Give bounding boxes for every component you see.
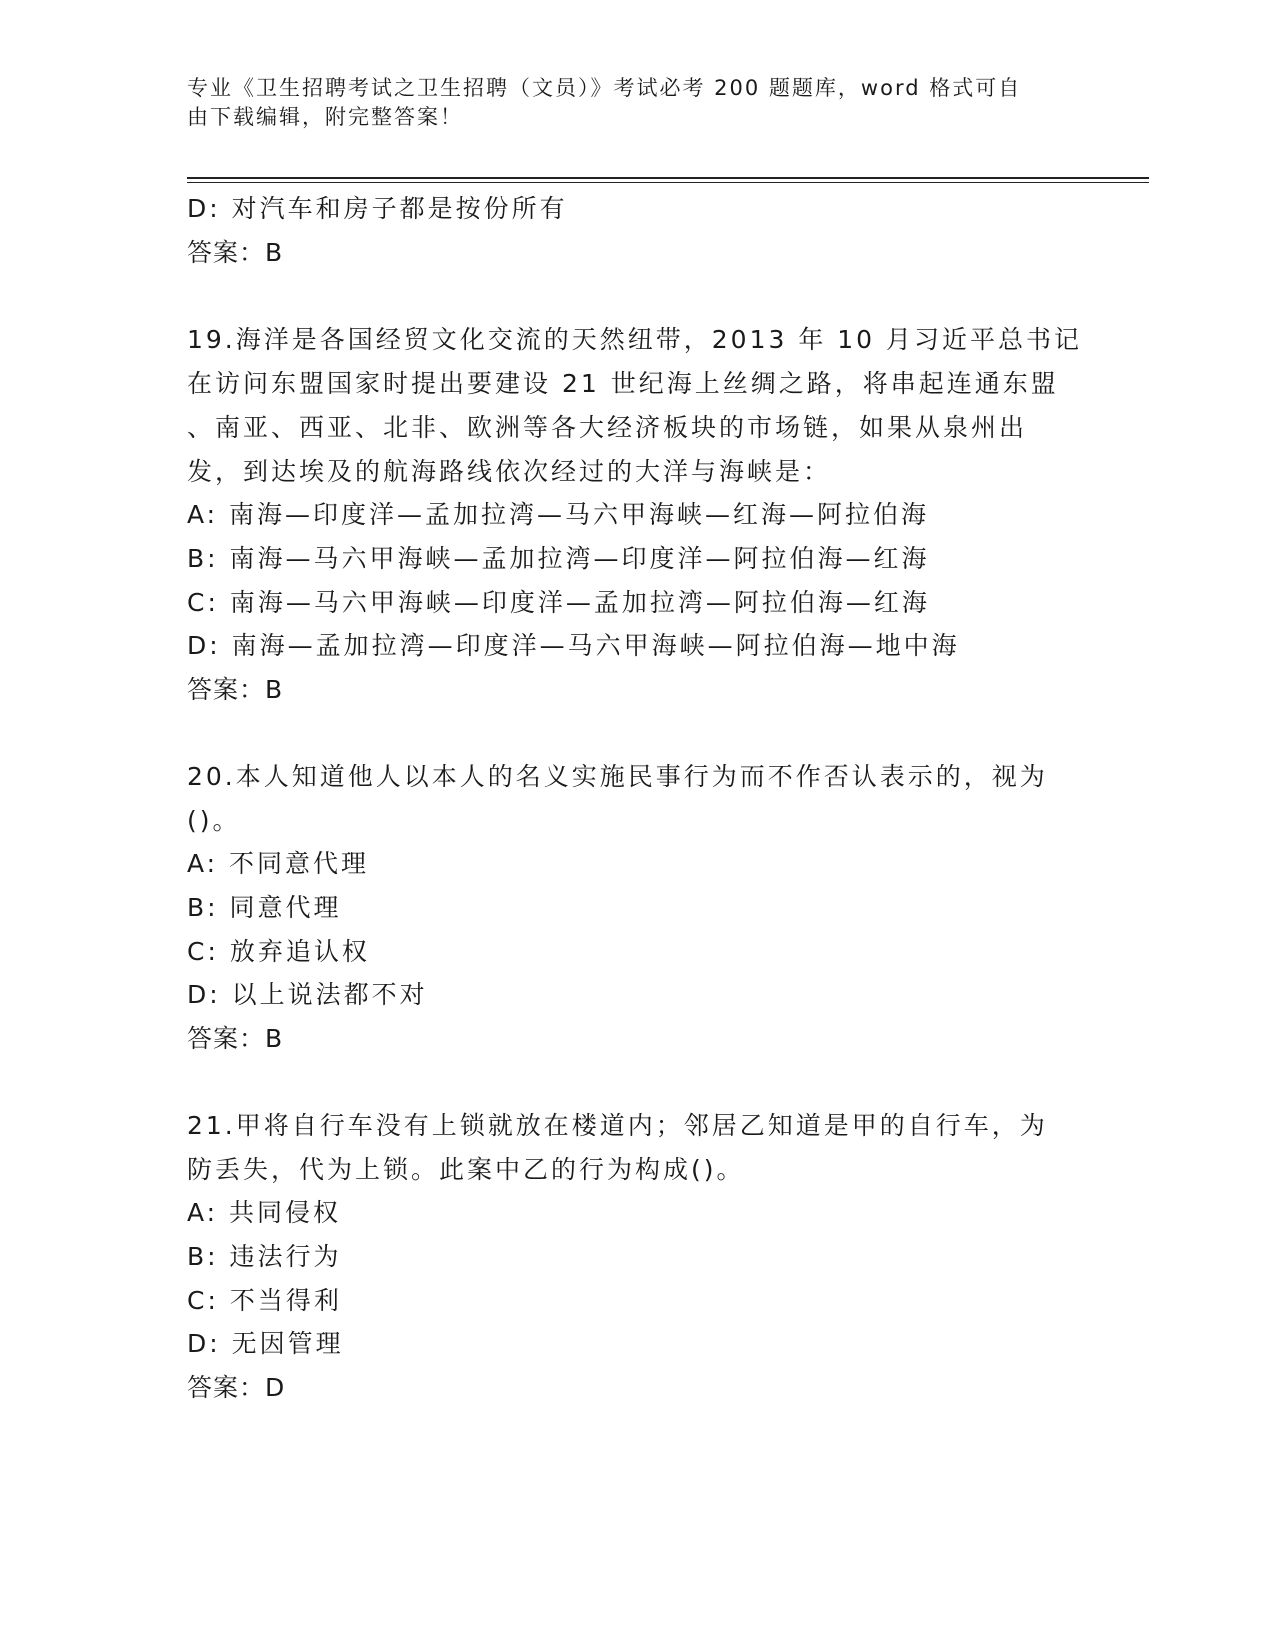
option-b-q19: B: 南海—马六甲海峡—孟加拉湾—印度洋—阿拉伯海—红海 bbox=[187, 544, 930, 573]
option-a-q20: A: 不同意代理 bbox=[187, 849, 370, 878]
header-line-1: 专业《卫生招聘考试之卫生招聘（文员）》考试必考 200 题题库，word 格式可自 bbox=[187, 76, 1022, 100]
option-c-q21: C: 不当得利 bbox=[187, 1286, 342, 1315]
option-c-q19: C: 南海—马六甲海峡—印度洋—孟加拉湾—阿拉伯海—红海 bbox=[187, 588, 930, 617]
option-b-q20: B: 同意代理 bbox=[187, 893, 342, 922]
question-19-line-2: 在访问东盟国家时提出要建设 21 世纪海上丝绸之路，将串起连通东盟 bbox=[187, 369, 1059, 398]
answer-q19: 答案：B bbox=[187, 675, 284, 704]
option-d-q18: D: 对汽车和房子都是按份所有 bbox=[187, 194, 568, 223]
option-a-q19: A: 南海—印度洋—孟加拉湾—马六甲海峡—红海—阿拉伯海 bbox=[187, 500, 930, 529]
question-20-line-2: ()。 bbox=[187, 806, 241, 835]
option-a-q21: A: 共同侵权 bbox=[187, 1198, 342, 1227]
option-d-q20: D: 以上说法都不对 bbox=[187, 980, 428, 1009]
option-d-q19: D: 南海—孟加拉湾—印度洋—马六甲海峡—阿拉伯海—地中海 bbox=[187, 631, 960, 660]
option-b-q21: B: 违法行为 bbox=[187, 1242, 342, 1271]
question-19-line-1: 19.海洋是各国经贸文化交流的天然纽带，2013 年 10 月习近平总书记 bbox=[187, 325, 1083, 354]
header-rule-thin bbox=[187, 182, 1149, 183]
question-19-line-4: 发，到达埃及的航海路线依次经过的大洋与海峡是： bbox=[187, 457, 832, 486]
question-21-line-2: 防丢失，代为上锁。此案中乙的行为构成()。 bbox=[187, 1155, 745, 1184]
header-line-2: 由下载编辑，附完整答案！ bbox=[187, 105, 463, 129]
header-rule-thick bbox=[187, 177, 1149, 179]
option-c-q20: C: 放弃追认权 bbox=[187, 937, 370, 966]
document-header bbox=[187, 74, 1067, 132]
question-21-line-1: 21.甲将自行车没有上锁就放在楼道内；邻居乙知道是甲的自行车，为 bbox=[187, 1111, 1048, 1140]
answer-q21: 答案：D bbox=[187, 1373, 286, 1402]
question-20-line-1: 20.本人知道他人以本人的名义实施民事行为而不作否认表示的，视为 bbox=[187, 762, 1048, 791]
question-19-line-3: 、南亚、西亚、北非、欧洲等各大经济板块的市场链，如果从泉州出 bbox=[187, 413, 1028, 442]
answer-q20: 答案：B bbox=[187, 1024, 284, 1053]
answer-q18: 答案：B bbox=[187, 238, 284, 267]
option-d-q21: D: 无因管理 bbox=[187, 1329, 344, 1358]
